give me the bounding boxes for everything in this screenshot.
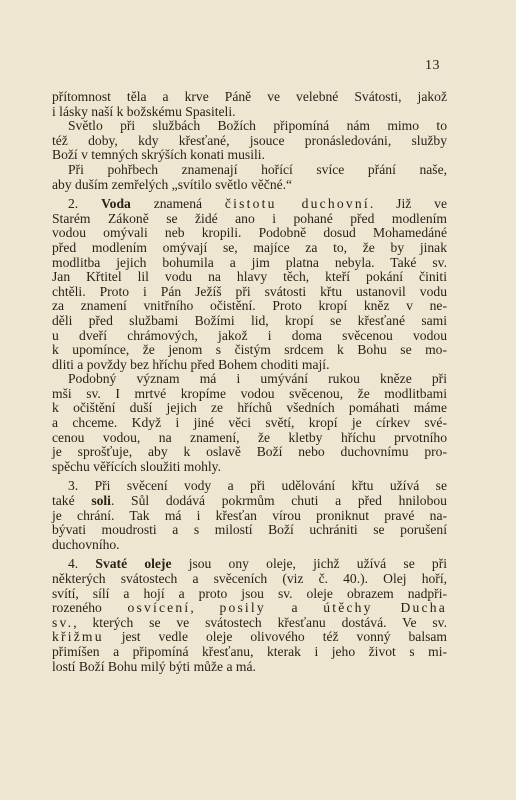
paragraph [52,119,447,163]
text-segment: bývati moudrosti a s milostí Boží uchrániti se porušení [52,522,447,538]
text-line [52,494,447,509]
text-segment: u dveří chrámových, jakož i doma svěcenou vodou [52,327,447,343]
text-line [52,416,447,431]
text-segment: za znamení vnitřního očistění. Proto kropí kněz v ne- [52,298,447,314]
text-segment: , [190,600,220,616]
text-segment: Světlo při službách Božích připomíná nám mimo to [68,118,447,134]
text-segment: děli před službami Božími lid, kropí se křesťané sami [52,312,447,328]
text-line [52,587,447,602]
text-line [52,645,447,660]
text-segment: aby duším zemřelých „svítilo světlo věčné.“ [52,176,293,192]
text-line [52,460,447,475]
text-segment: 3. Při svěcení vody a při udělování křtu užívá se [68,478,447,494]
paragraph [52,163,447,192]
text-segment: znamená [130,196,225,212]
text-segment: některých svátostech a svěceních (viz č. 40.). Olej hoří, [52,571,447,586]
text-segment: k očištění duší jejich ze hříchů všedních pomáhati máme [52,400,447,416]
text-line [52,212,447,227]
text-segment: a [265,600,324,616]
text-segment: , kterých se ve svátostech křesťanu dostává. Ve sv. [73,614,447,630]
text-line [52,314,447,329]
text-segment: též doby, kdy křesťané, jsouce pronásledováni, služby [52,132,447,148]
text-line [52,523,447,538]
text-segment: Boží v temných skrýších konati musili. [52,147,265,163]
text-line [52,226,447,241]
text-line [52,163,447,178]
text-segment: Starém Zákoně se židé ano i pohané před modlením [52,210,447,226]
spaced-emphasis: sv. [52,614,74,630]
text-line [52,401,447,416]
text-segment: dliti a povždy bez hříchu před Bohem choditi mají. [52,356,330,372]
text-line [52,285,447,300]
text-line [52,616,447,631]
text-line [52,329,447,344]
text-line [52,197,447,212]
text-segment: rozeného [52,600,128,616]
text-segment: vodou omývali neb kropili. Podobně dosud Mohamedáné [52,225,447,241]
text-line [52,601,447,616]
paragraph [52,90,447,119]
text-line [52,270,447,285]
text-line [52,445,447,460]
text-segment: spěchu věřících sloužiti mohly. [52,458,221,474]
text-line [52,557,447,572]
text-line [52,387,447,402]
text-line [52,372,447,387]
text-segment: před modlením omývají se, majíce za to, že by jinak [52,239,447,255]
text-segment: je chrání. Tak má i křesťan vírou proniknut pravé na- [52,507,447,523]
text-segment: . Sůl dodává pokrmům chuti a před hnilobou [110,493,447,509]
text-segment: Podobný význam má i umývání rukou kněze při [68,371,447,387]
text-line [52,241,447,256]
text-segment: mši sv. I mrtvé kropíme vodou svěcenou, že modlitbami [52,385,447,401]
text-segment: i lásky naší k božskému Spasiteli. [52,103,236,119]
text-segment: a chceme. Když i jiné věci světí, kropí je církev své- [52,415,447,431]
spaced-emphasis: křižmu [52,629,104,645]
text-segment: chtěli. Proto i Pán Ježíš při svátosti křtu ustanovil vodu [52,283,447,299]
text-segment: je sprošťuje, aby k oslavě Boží nebo duchovnímu pro- [52,444,447,460]
text-line [52,660,447,675]
spaced-emphasis: osvícení [127,600,191,616]
paragraph [52,557,447,674]
text-segment: jsou ony oleje, jichž užívá se při [171,556,448,572]
text-line [52,358,447,373]
bold-term: soli [91,493,111,509]
paragraph [52,479,447,552]
text-segment: . Již ve [369,196,447,212]
spaced-emphasis: čistotu duchovní [224,196,370,212]
bold-term: Svaté oleje [95,556,172,572]
text-segment: přítomnost těla a krve Páně ve velebné Svátosti, jakož [52,89,447,104]
text-segment: 4. [68,556,96,572]
text-line [52,299,447,314]
text-line [52,538,447,553]
text-line [52,119,447,134]
text-segment: Jan Křtitel lil vodu na hlavy těch, kteří pokání činiti [52,269,447,285]
text-line [52,509,447,524]
spaced-emphasis: posily [219,600,266,616]
text-segment: svítí, sílí a hojí a proto jsou sv. oleje obrazem nadpři- [52,585,447,601]
text-segment: také [52,493,92,509]
text-segment: cenou vodou, na znamení, že kletby hříchu prvotního [52,429,447,445]
text-line [52,343,447,358]
bold-term: Voda [101,196,131,212]
text-line [52,105,447,120]
body-text [52,90,447,674]
text-line [52,630,447,645]
text-segment: jest vedle oleje olivového též vonný balsam [103,629,447,645]
text-line [52,90,447,105]
text-segment: lostí Boží Bohu milý býti může a má. [52,658,256,674]
text-line [52,479,447,494]
text-line [52,178,447,193]
paragraph [52,372,447,474]
paragraph [52,197,447,372]
text-line [52,431,447,446]
text-segment: Při pohřbech znamenají hořící svíce přání naše, [68,161,447,177]
text-segment: k upomínce, že jenom s čistým srdcem k Bohu se mo- [52,342,447,358]
text-segment: modlitba jejich bohumila a jim platna nebyla. Také sv. [52,254,447,270]
page-number: 13 [425,58,440,73]
spaced-emphasis: útěchy Ducha [323,600,448,616]
text-line [52,572,447,587]
text-line [52,148,447,163]
text-segment: přimíšen a připomíná křesťanu, kterak i jeho život s mi- [52,643,447,659]
text-segment: duchovního. [52,536,120,552]
text-line [52,134,447,149]
text-line [52,256,447,271]
text-segment: 2. [68,196,102,212]
